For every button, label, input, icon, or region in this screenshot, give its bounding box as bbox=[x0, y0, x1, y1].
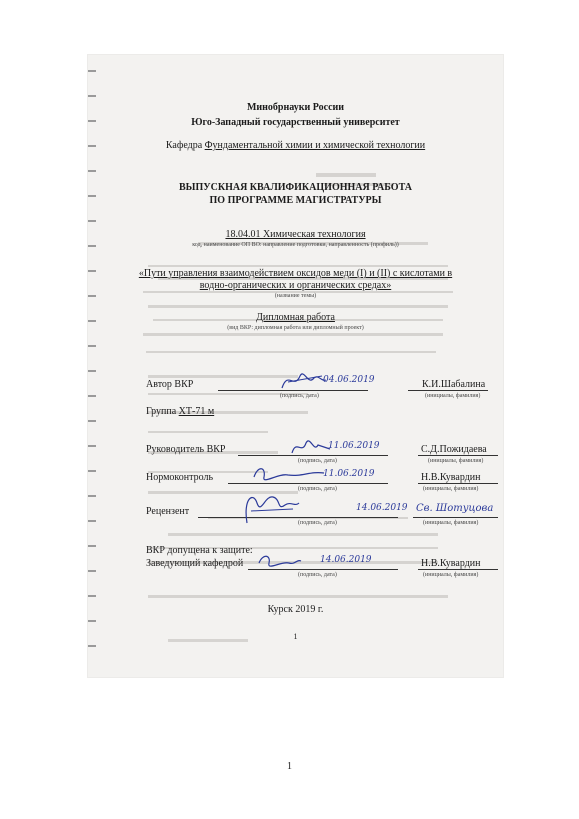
head-name: Н.В.Кувардин bbox=[421, 558, 481, 569]
reviewer-label: Рецензент bbox=[146, 506, 190, 517]
norm-control-signature-caption: (подпись, дата) bbox=[298, 486, 337, 492]
supervisor-name-line bbox=[418, 455, 498, 456]
reviewer-signature bbox=[233, 489, 303, 529]
norm-control-name-caption: (инициалы, фамилия) bbox=[423, 486, 479, 492]
scanned-title-page bbox=[88, 55, 503, 677]
norm-control-name: Н.В.Кувардин bbox=[421, 472, 481, 483]
head-name-caption: (инициалы, фамилия) bbox=[423, 572, 479, 578]
page-number: 1 bbox=[287, 761, 292, 772]
direction-value: 18.04.01 Химическая технология bbox=[225, 229, 366, 240]
supervisor-date: 11.06.2019 bbox=[328, 441, 380, 451]
department bbox=[88, 141, 503, 151]
head-date: 14.06.2019 bbox=[320, 555, 372, 565]
author-signature-caption: (подпись, дата) bbox=[280, 393, 319, 399]
work-title-line1: ВЫПУСКНАЯ КВАЛИФИКАЦИОННАЯ РАБОТА bbox=[179, 182, 412, 193]
work-type-caption: (вид ВКР: дипломная работа или дипломный проект) bbox=[227, 325, 364, 331]
admission-line: ВКР допущена к защите: bbox=[146, 545, 253, 556]
supervisor-signature-caption: (подпись, дата) bbox=[298, 458, 337, 464]
reviewer-signature-caption: (подпись, дата) bbox=[298, 520, 337, 526]
topic-line2: водно-органических и органических средах» bbox=[199, 280, 392, 291]
department-prefix: Кафедра bbox=[165, 140, 205, 151]
norm-control-label: Нормоконтроль bbox=[146, 472, 214, 483]
norm-control-date: 11.06.2019 bbox=[323, 469, 375, 479]
reviewer-name-caption: (инициалы, фамилия) bbox=[423, 520, 479, 526]
direction-caption: код, наименование ОП ВО: направление подготовки, направленность (профиль)) bbox=[192, 242, 399, 248]
head-name-line bbox=[418, 569, 498, 570]
university-name: Юго-Западный государственный университет bbox=[191, 117, 400, 128]
head-signature bbox=[253, 551, 303, 573]
ministry-name: Минобрнауки России bbox=[246, 102, 345, 113]
norm-control-name-line bbox=[418, 483, 498, 484]
work-title-line2: ПО ПРОГРАММЕ МАГИСТРАТУРЫ bbox=[209, 195, 382, 206]
head-of-department-label: Заведующий кафедрой bbox=[146, 558, 244, 569]
author-signature bbox=[278, 368, 328, 394]
scan-page-number: 1 bbox=[293, 632, 298, 641]
supervisor-name-caption: (инициалы, фамилия) bbox=[428, 458, 484, 464]
supervisor-label: Руководитель ВКР bbox=[146, 444, 226, 455]
author-name-line bbox=[408, 390, 488, 391]
group-row bbox=[146, 407, 214, 417]
author-date: 04.06.2019 bbox=[323, 375, 375, 385]
department-name: Фундаментальной химии и химической технологии bbox=[204, 140, 426, 151]
group-label: Группа bbox=[146, 406, 179, 417]
reviewer-name: Св. Шотуцова bbox=[416, 503, 494, 514]
topic-caption: (название темы) bbox=[274, 293, 317, 299]
work-type-value: Дипломная работа bbox=[256, 312, 335, 323]
reviewer-date: 14.06.2019 bbox=[356, 503, 408, 513]
author-name-caption: (инициалы, фамилия) bbox=[425, 393, 481, 399]
topic-line1: «Пути управления взаимодействием оксидов меди (I) и (II) с кислотами в bbox=[138, 268, 453, 279]
head-signature-caption: (подпись, дата) bbox=[298, 572, 337, 578]
group-value: ХТ-71 м bbox=[178, 406, 215, 417]
supervisor-name: С.Д.Пожидаева bbox=[421, 444, 487, 455]
author-label: Автор ВКР bbox=[146, 379, 194, 390]
city-year: Курск 2019 г. bbox=[267, 604, 324, 615]
author-name: К.И.Шабалина bbox=[422, 379, 486, 390]
reviewer-name-line bbox=[413, 517, 498, 518]
